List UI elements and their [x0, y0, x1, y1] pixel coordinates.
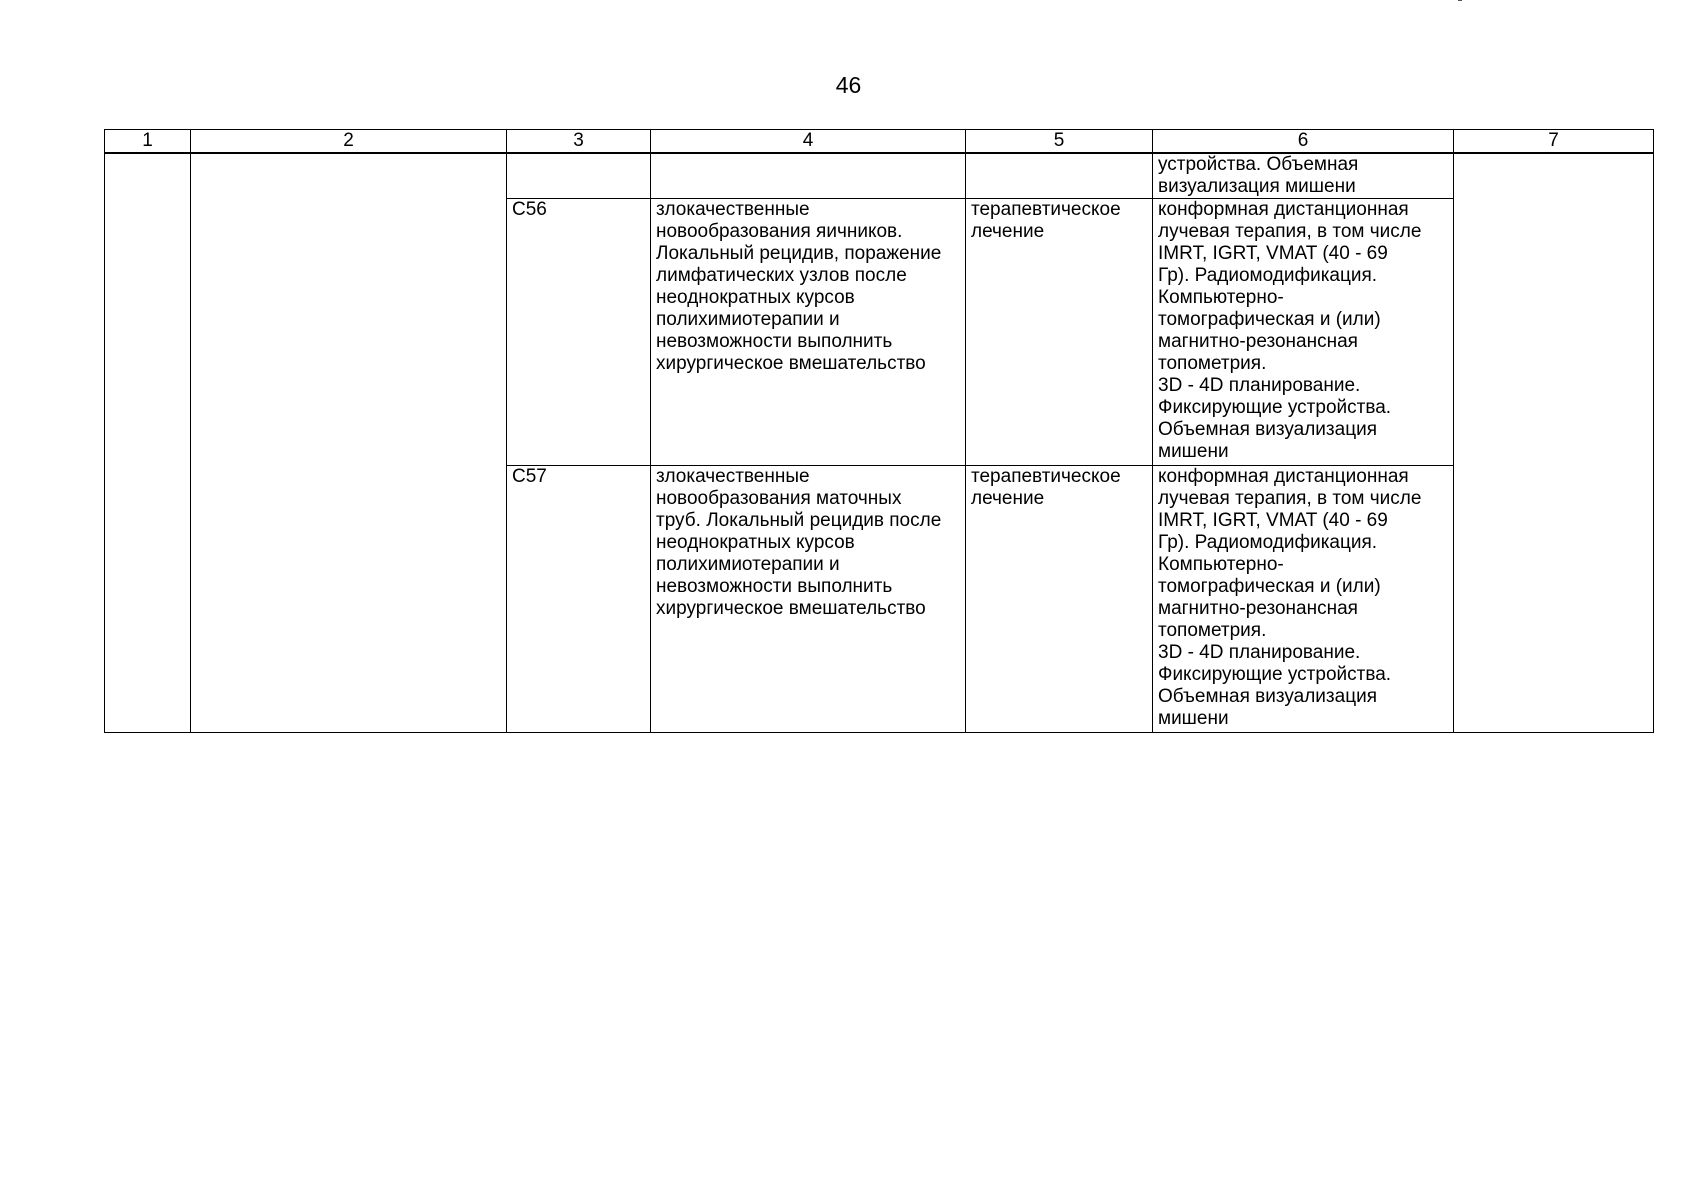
diagnosis-text: злокачественные новообразования маточных труб. Локальный рецидив после неоднократных курсов полихимиотерапии и невозможности выполнить хирургическое вмешательство — [656, 466, 942, 619]
column-header-6: 6 — [1153, 130, 1454, 154]
cell-method — [1153, 153, 1454, 199]
treatment-type-text: терапевтическое лечение — [971, 466, 1121, 509]
column-header-7: 7 — [1454, 130, 1654, 154]
cell-diagnosis — [651, 153, 966, 199]
cell-col2 — [191, 153, 507, 733]
column-header-1: 1 — [105, 130, 191, 154]
column-header-2: 2 — [191, 130, 507, 154]
table-row — [105, 153, 1654, 199]
cell-method — [1153, 199, 1454, 466]
method-text: конформная дистанционная лучевая терапия, в том числе IMRT, IGRT, VMAT (40 - 69 Гр). Радиомодификация. Компьютерно- томографическая и (или) магнитно-резонансная топометрия. 3D - 4D планирование. Фиксирующие устройства. Объемная визуализация мишени — [1158, 466, 1422, 729]
code-text: C56 — [512, 199, 547, 220]
cell-col1 — [105, 153, 191, 733]
cell-col7 — [1454, 153, 1654, 733]
cell-code — [507, 153, 651, 199]
cell-code — [507, 199, 651, 466]
scan-corner-mark — [1458, 0, 1462, 4]
column-header-4: 4 — [651, 130, 966, 154]
method-text: конформная дистанционная лучевая терапия, в том числе IMRT, IGRT, VMAT (40 - 69 Гр). Радиомодификация. Компьютерно- томографическая и (или) магнитно-резонансная топометрия. 3D - 4D планирование. Фиксирующие устройства. Объемная визуализация мишени — [1158, 199, 1422, 462]
treatment-type-text: терапевтическое лечение — [971, 199, 1121, 242]
cell-code — [507, 466, 651, 733]
cell-method — [1153, 466, 1454, 733]
cell-diagnosis — [651, 466, 966, 733]
diagnosis-text: злокачественные новообразования яичников. Локальный рецидив, поражение лимфатических узлов после неоднократных курсов полихимиотерапии и невозможности выполнить хирургическое вмешательство — [656, 199, 942, 374]
method-text: устройства. Объемная визуализация мишени — [1158, 154, 1359, 197]
cell-treatment-type — [966, 199, 1153, 466]
cell-treatment-type — [966, 153, 1153, 199]
column-header-5: 5 — [966, 130, 1153, 154]
column-header-3: 3 — [507, 130, 651, 154]
page-number: 46 — [835, 72, 862, 98]
table-header-row — [105, 130, 1654, 154]
services-table — [104, 129, 1654, 733]
cell-treatment-type — [966, 466, 1153, 733]
code-text: C57 — [512, 466, 547, 487]
cell-diagnosis — [651, 199, 966, 466]
